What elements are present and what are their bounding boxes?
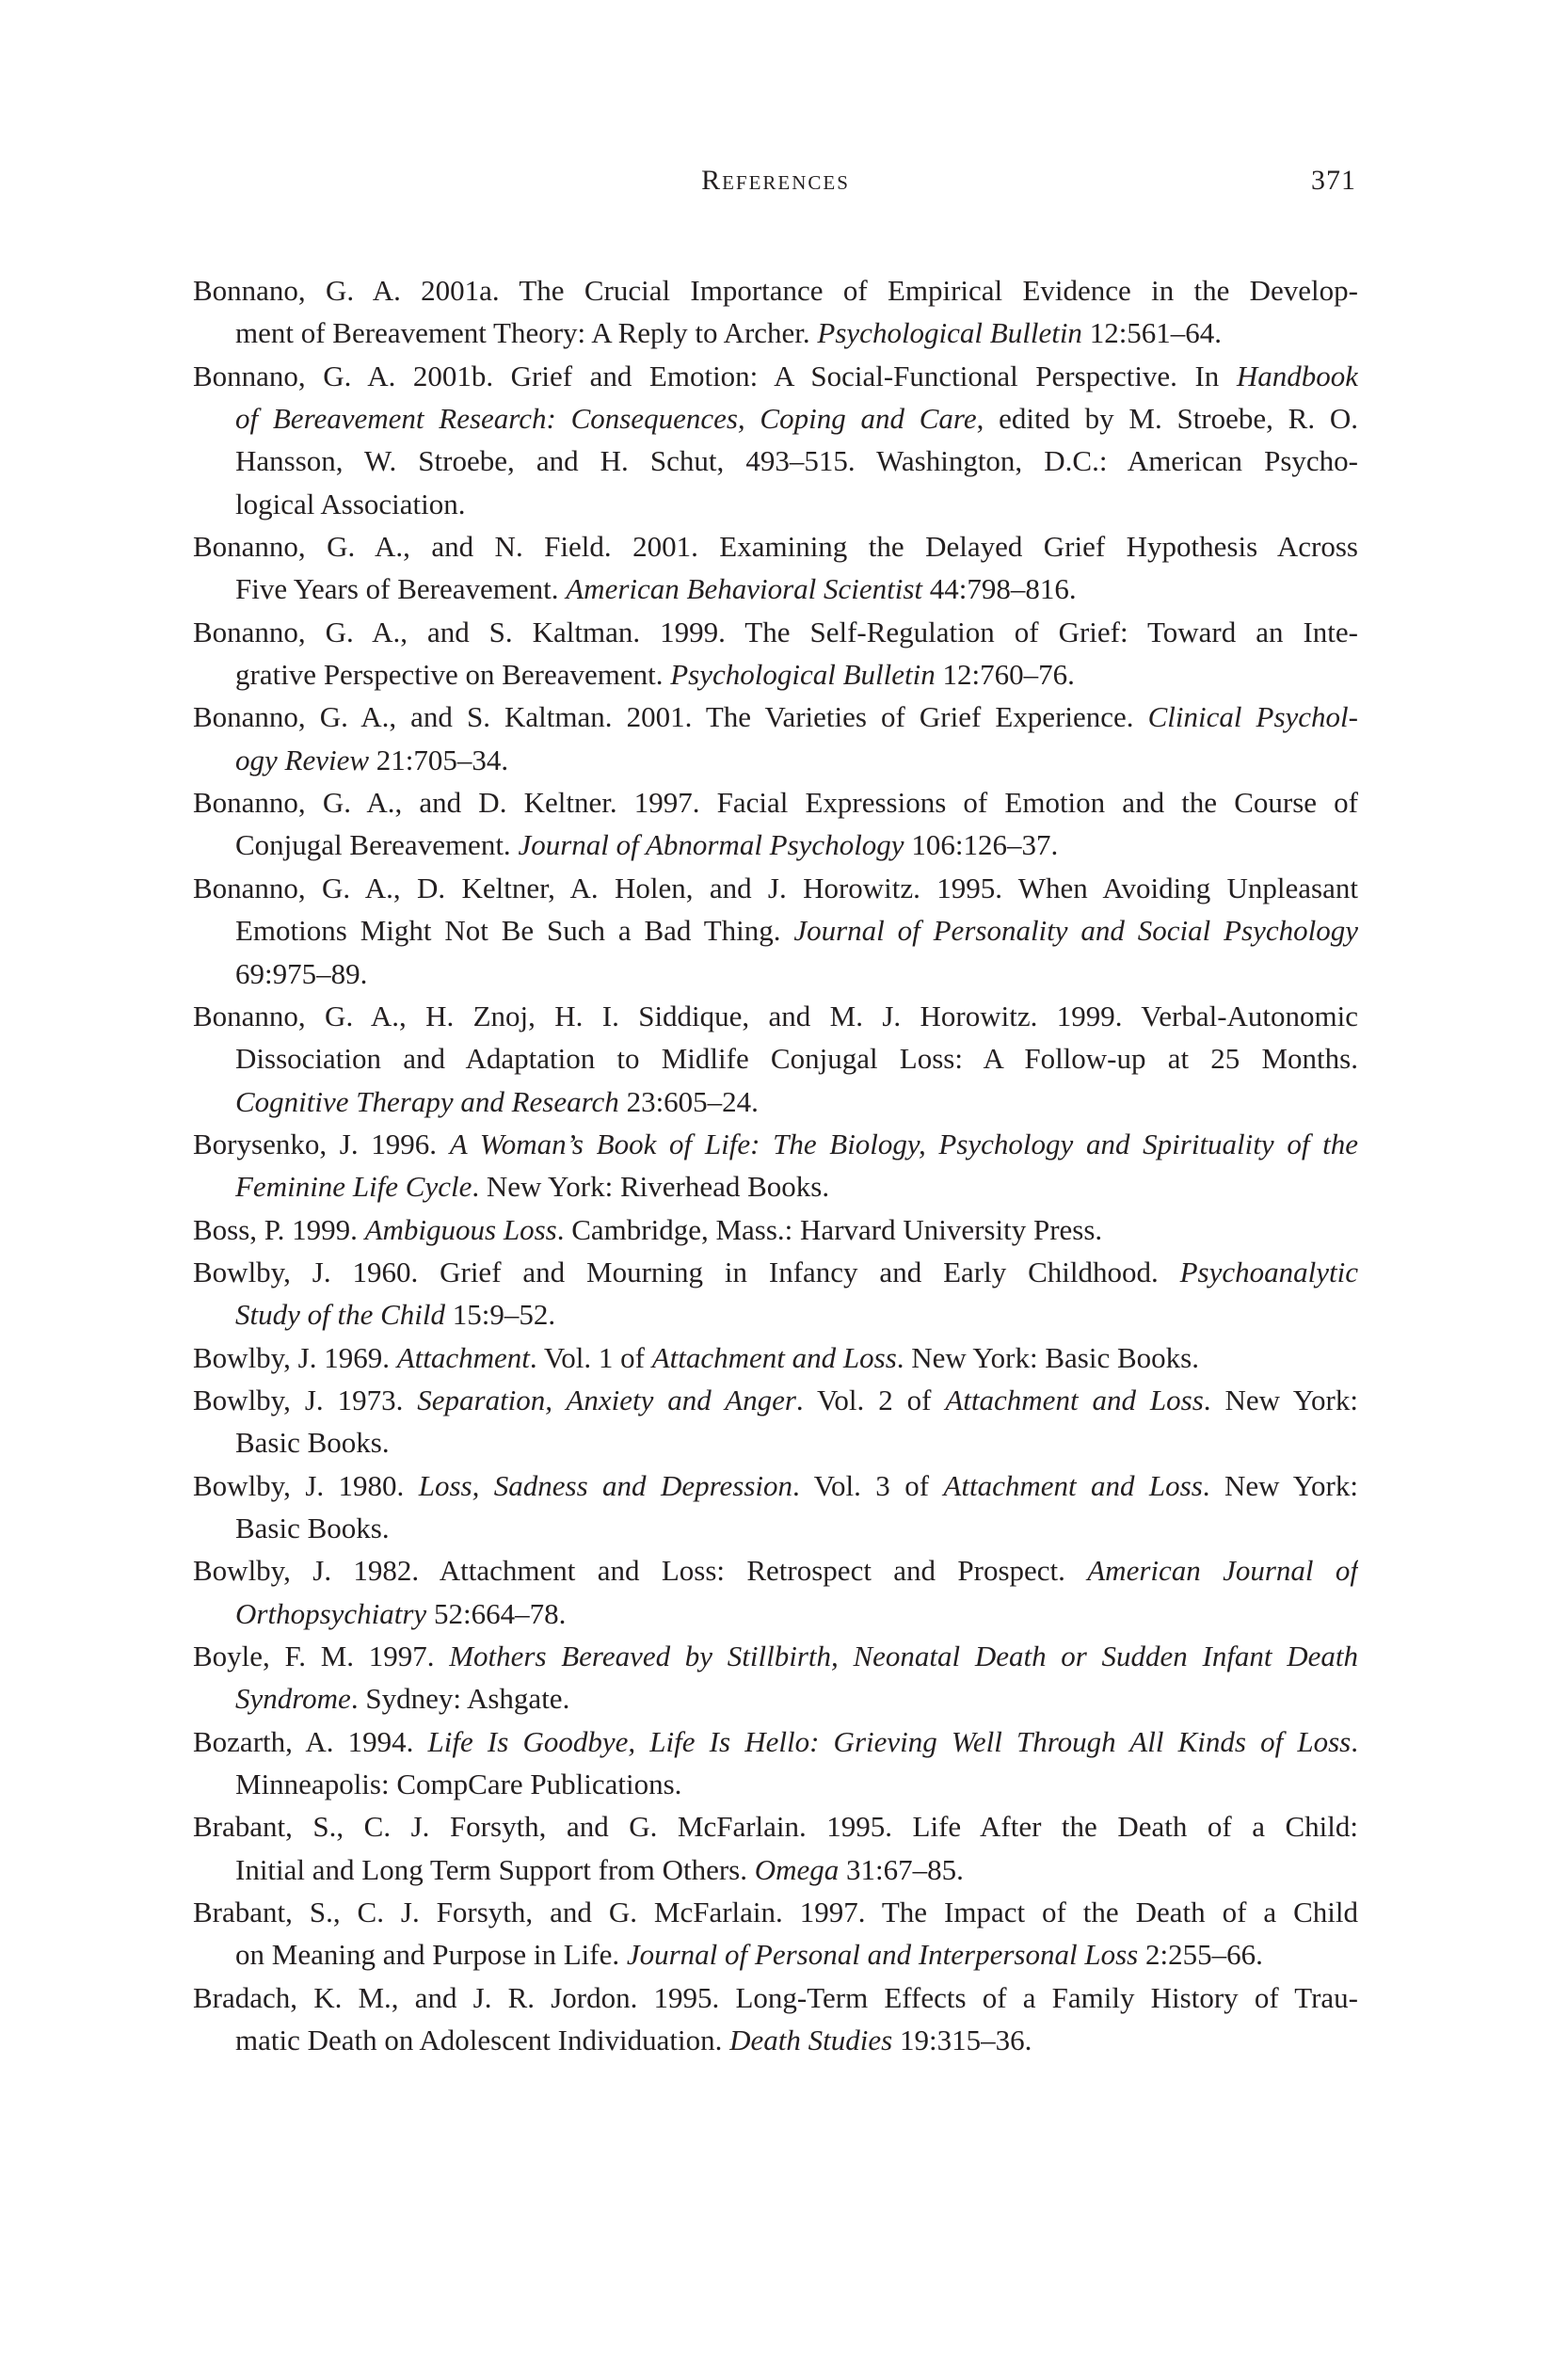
italic-title-text: American Journal of	[1087, 1554, 1358, 1588]
reference-text: . New York:	[1202, 1468, 1358, 1502]
reference-entry	[193, 1976, 1358, 2062]
italic-title-text: Psychoanalytic	[1179, 1255, 1358, 1288]
reference-text: Borysenko, J. 1996.	[193, 1127, 450, 1160]
reference-list	[193, 269, 1358, 2061]
italic-title-text: Orthopsychiatry	[235, 1596, 427, 1630]
reference-text: Bowlby, J. 1980.	[193, 1468, 419, 1502]
reference-text: 69:975–89.	[235, 956, 368, 990]
reference-text: Basic Books.	[235, 1511, 390, 1544]
italic-title-text: of Bereavement Research: Consequences, Coping and Care	[235, 402, 977, 436]
italic-title-text: American Behavioral Scientist	[566, 572, 923, 606]
reference-text: . Sydney: Ashgate.	[350, 1682, 570, 1716]
italic-title-text: Separation, Anxiety and Anger	[417, 1383, 796, 1416]
reference-first-line	[193, 1208, 1358, 1251]
reference-entry	[193, 696, 1358, 781]
italic-title-text: Feminine Life Cycle	[235, 1170, 472, 1204]
reference-text: . Vol. 1 of	[529, 1340, 652, 1374]
reference-text: 106:126–37.	[904, 828, 1059, 862]
reference-text: logical Association.	[235, 487, 466, 520]
reference-continuation-line	[193, 1848, 1358, 1891]
reference-entry	[193, 1549, 1358, 1635]
reference-first-line	[193, 995, 1358, 1037]
reference-text: Bonanno, G. A., and S. Kaltman. 2001. The Varieties of Grief Experience.	[193, 700, 1148, 734]
reference-text: Bonanno, G. A., and N. Field. 2001. Examining the Delayed Grief Hypothesis Across	[193, 530, 1358, 564]
reference-first-line	[193, 781, 1358, 824]
italic-title-text: Omega	[754, 1852, 840, 1886]
reference-text: .	[1351, 1724, 1358, 1758]
reference-text: . New York:	[1203, 1383, 1358, 1416]
reference-continuation-line	[193, 1293, 1358, 1336]
reference-continuation-line	[193, 952, 1358, 995]
reference-continuation-line	[193, 312, 1358, 354]
reference-continuation-line	[193, 1080, 1358, 1123]
reference-first-line	[193, 1336, 1358, 1379]
reference-text: matic Death on Adolescent Individuation.	[235, 2024, 730, 2057]
reference-first-line	[193, 525, 1358, 568]
reference-text: . Vol. 3 of	[792, 1468, 944, 1502]
reference-entry	[193, 1379, 1358, 1464]
reference-entry	[193, 1805, 1358, 1891]
reference-entry	[193, 1464, 1358, 1550]
reference-entry	[193, 867, 1358, 995]
reference-continuation-line	[193, 1507, 1358, 1549]
reference-text: Hansson, W. Stroebe, and H. Schut, 493–515. Washington, D.C.: American Psycho-	[235, 444, 1358, 478]
reference-entry	[193, 781, 1358, 867]
reference-entry	[193, 1891, 1358, 1976]
italic-title-text: Ambiguous Loss	[364, 1212, 557, 1246]
reference-entry	[193, 1336, 1358, 1379]
reference-first-line	[193, 1720, 1358, 1763]
italic-title-text: Journal of Personality and Social Psychology	[793, 914, 1358, 948]
reference-text: 23:605–24.	[618, 1084, 759, 1118]
reference-entry	[193, 355, 1358, 525]
running-head	[193, 162, 1358, 200]
reference-text: Bowlby, J. 1982. Attachment and Loss: Retrospect and Prospect.	[193, 1554, 1088, 1588]
reference-text: Bowlby, J. 1960. Grief and Mourning in Infancy and Early Childhood.	[193, 1255, 1180, 1288]
reference-entry	[193, 525, 1358, 611]
reference-first-line	[193, 1379, 1358, 1421]
reference-text: grative Perspective on Bereavement.	[235, 658, 671, 692]
reference-first-line	[193, 269, 1358, 312]
reference-first-line	[193, 1549, 1358, 1592]
reference-text: Bozarth, A. 1994.	[193, 1724, 428, 1758]
italic-title-text: Attachment and Loss	[943, 1468, 1203, 1502]
reference-first-line	[193, 1635, 1358, 1677]
italic-title-text: Handbook	[1236, 359, 1358, 392]
reference-text: Bradach, K. M., and J. R. Jordon. 1995. Long-Term Effects of a Family History of Trau-	[193, 1980, 1358, 2014]
italic-title-text: Cognitive Therapy and Research	[235, 1084, 619, 1118]
reference-entry	[193, 1208, 1358, 1251]
reference-text: Emotions Might Not Be Such a Bad Thing.	[235, 914, 794, 948]
reference-continuation-line	[193, 653, 1358, 696]
reference-text: , edited by M. Stroebe, R. O.	[976, 402, 1358, 436]
reference-continuation-line	[193, 483, 1358, 525]
italic-title-text: Psychological Bulletin	[817, 316, 1082, 350]
reference-text: Initial and Long Term Support from Others.	[235, 1852, 755, 1886]
reference-text: Boss, P. 1999.	[193, 1212, 365, 1246]
reference-entry	[193, 1635, 1358, 1720]
reference-first-line	[193, 1976, 1358, 2019]
reference-continuation-line	[193, 1592, 1358, 1635]
reference-text: 12:561–64.	[1081, 316, 1223, 350]
italic-title-text: ogy Review	[235, 743, 370, 776]
reference-text: Bonanno, G. A., D. Keltner, A. Holen, and J. Horowitz. 1995. When Avoiding Unpleasant	[193, 871, 1358, 904]
italic-title-text: A Woman’s Book of Life: The Biology, Psychology and Spirituality of the	[449, 1127, 1358, 1160]
reference-text: Bonanno, G. A., and S. Kaltman. 1999. The Self-Regulation of Grief: Toward an Inte-	[193, 615, 1358, 648]
reference-continuation-line	[193, 1933, 1358, 1976]
page-number: 371	[1311, 165, 1356, 196]
reference-entry	[193, 1123, 1358, 1208]
reference-text: Basic Books.	[235, 1426, 390, 1460]
italic-title-text: Psychological Bulletin	[670, 658, 936, 692]
reference-text: 19:315–36.	[892, 2024, 1032, 2057]
reference-continuation-line	[193, 397, 1358, 440]
reference-first-line	[193, 1805, 1358, 1848]
reference-text: on Meaning and Purpose in Life.	[235, 1938, 627, 1972]
reference-text: 15:9–52.	[445, 1298, 556, 1332]
reference-text: 52:664–78.	[426, 1596, 567, 1630]
italic-title-text: Study of the Child	[235, 1298, 446, 1332]
reference-continuation-line	[193, 2019, 1358, 2061]
italic-title-text: Life Is Goodbye, Life Is Hello: Grieving Well Through All Kinds of Loss	[427, 1724, 1352, 1758]
reference-text: 44:798–816.	[922, 572, 1077, 606]
reference-first-line	[193, 696, 1358, 738]
reference-entry	[193, 1251, 1358, 1336]
reference-text: Brabant, S., C. J. Forsyth, and G. McFarlain. 1995. Life After the Death of a Child:	[193, 1810, 1358, 1844]
reference-first-line	[193, 611, 1358, 653]
reference-text: Brabant, S., C. J. Forsyth, and G. McFarlain. 1997. The Impact of the Death of a Child	[193, 1896, 1358, 1929]
italic-title-text: Death Studies	[729, 2024, 893, 2057]
reference-entry	[193, 995, 1358, 1123]
reference-text: Dissociation and Adaptation to Midlife Conjugal Loss: A Follow-up at 25 Months.	[235, 1042, 1358, 1076]
reference-continuation-line	[193, 1677, 1358, 1720]
italic-title-text: Attachment and Loss	[651, 1340, 897, 1374]
reference-text: Bonnano, G. A. 2001b. Grief and Emotion: A Social-Functional Perspective. In	[193, 359, 1237, 392]
reference-continuation-line	[193, 1421, 1358, 1464]
reference-text: 31:67–85.	[839, 1852, 964, 1886]
reference-continuation-line	[193, 909, 1358, 952]
reference-text: 2:255–66.	[1138, 1938, 1263, 1972]
reference-text: Minneapolis: CompCare Publications.	[235, 1768, 682, 1801]
italic-title-text: Loss, Sadness and Depression	[418, 1468, 793, 1502]
reference-text: ment of Bereavement Theory: A Reply to Archer.	[235, 316, 818, 350]
reference-continuation-line	[193, 1763, 1358, 1805]
italic-title-text: Attachment	[396, 1340, 530, 1374]
reference-text: Five Years of Bereavement.	[235, 572, 567, 606]
reference-continuation-line	[193, 440, 1358, 482]
italic-title-text: Clinical Psychol-	[1147, 700, 1358, 734]
reference-text: Bonanno, G. A., H. Znoj, H. I. Siddique, and M. J. Horowitz. 1999. Verbal-Autonomic	[193, 999, 1358, 1032]
reference-text: . Cambridge, Mass.: Harvard University Press.	[556, 1212, 1103, 1246]
reference-text: Bowlby, J. 1973.	[193, 1383, 418, 1416]
reference-continuation-line	[193, 568, 1358, 610]
reference-text: Boyle, F. M. 1997.	[193, 1640, 450, 1672]
reference-entry	[193, 611, 1358, 696]
reference-text: Bowlby, J. 1969.	[193, 1340, 397, 1374]
italic-title-text: Mothers Bereaved by Stillbirth, Neonatal Death or Sudden Infant Death	[449, 1640, 1358, 1672]
reference-first-line	[193, 1123, 1358, 1165]
reference-continuation-line	[193, 1037, 1358, 1080]
reference-text: . New York: Basic Books.	[896, 1340, 1199, 1374]
reference-entry	[193, 269, 1358, 355]
reference-text: . Vol. 2 of	[795, 1383, 946, 1416]
reference-continuation-line	[193, 824, 1358, 866]
reference-continuation-line	[193, 739, 1358, 781]
reference-text: . New York: Riverhead Books.	[472, 1170, 830, 1204]
reference-continuation-line	[193, 1165, 1358, 1208]
reference-first-line	[193, 1251, 1358, 1293]
reference-text: 21:705–34.	[369, 743, 509, 776]
reference-entry	[193, 1720, 1358, 1806]
running-title: References	[701, 165, 850, 196]
reference-first-line	[193, 867, 1358, 909]
italic-title-text: Journal of Personal and Interpersonal Loss	[626, 1938, 1139, 1972]
reference-first-line	[193, 1464, 1358, 1507]
reference-text: Conjugal Bereavement.	[235, 828, 519, 862]
reference-text: Bonanno, G. A., and D. Keltner. 1997. Facial Expressions of Emotion and the Course of	[193, 786, 1358, 820]
italic-title-text: Journal of Abnormal Psychology	[518, 828, 904, 862]
reference-first-line	[193, 1891, 1358, 1933]
italic-title-text: Attachment and Loss	[945, 1383, 1204, 1416]
reference-text: Bonnano, G. A. 2001a. The Crucial Importance of Empirical Evidence in the Develop-	[193, 274, 1358, 307]
italic-title-text: Syndrome	[235, 1682, 351, 1716]
reference-text: 12:760–76.	[935, 658, 1075, 692]
reference-first-line	[193, 355, 1358, 397]
